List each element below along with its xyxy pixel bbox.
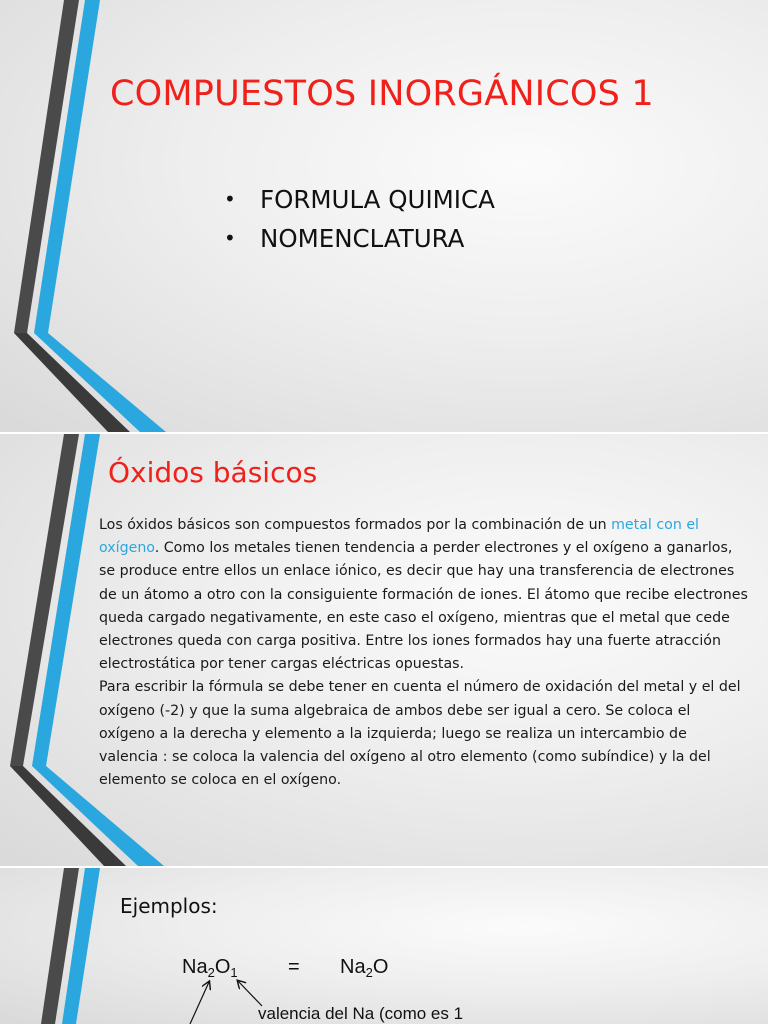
element-symbol: O xyxy=(214,956,231,978)
subscript: 2 xyxy=(207,965,215,980)
equals-sign: = xyxy=(288,956,300,978)
subscript: 1 xyxy=(230,965,238,980)
slide-title: Óxidos básicos xyxy=(108,456,318,489)
bullet-item xyxy=(224,219,495,258)
subscript: 2 xyxy=(365,965,373,980)
bullet-text: NOMENCLATURA xyxy=(260,224,465,253)
arrow-to-oxygen-subscript xyxy=(238,981,262,1006)
slide-body-text xyxy=(99,514,749,792)
valence-arrows xyxy=(0,868,768,1024)
bullet-list xyxy=(224,180,495,258)
arrow-to-sodium-subscript xyxy=(190,982,209,1024)
slide-ejemplos xyxy=(0,868,768,1024)
bullet-marker: • xyxy=(224,226,236,250)
slide-title: Ejemplos: xyxy=(120,894,218,918)
metal-oxygen-link[interactable]: metal con el oxígeno xyxy=(99,517,700,557)
bullet-marker: • xyxy=(224,187,236,211)
slide-oxidos-basicos xyxy=(0,434,768,866)
bullet-item xyxy=(224,180,495,219)
paragraph-text: Los óxidos básicos son compuestos formados por la combinación de un xyxy=(99,517,612,533)
paragraph xyxy=(99,514,749,676)
paragraph-text: . Como los metales tienen tendencia a perder electrones y el oxígeno a ganarlos, se produce entre ellos un enlace iónico, es decir que hay una transferencia de electrones de un átomo a otro con la consiguiente formación de iones. El átomo que recibe electrones queda cargado negativamente, en este caso el oxígeno, mientras que el metal que cede electrones queda con carga positiva. Entre los iones formados hay una fuerte atracción electrostática por tener cargas eléctricas opuestas. xyxy=(99,540,748,673)
slide-compuestos-inorganicos xyxy=(0,0,768,432)
element-symbol: Na xyxy=(340,956,366,978)
bullet-text: FORMULA QUIMICA xyxy=(260,185,495,214)
element-symbol: Na xyxy=(182,956,208,978)
slide-title: COMPUESTOS INORGÁNICOS 1 xyxy=(110,74,654,114)
valence-note: valencia del Na (como es 1 xyxy=(258,1004,464,1023)
paragraph: Para escribir la fórmula se debe tener en cuenta el número de oxidación del metal y el del oxígeno (-2) y que la suma algebraica de ambos debe ser igual a cero. Se coloca el oxígeno a la derecha y elemento a la izquierda; luego se realiza un intercambio de valencia : se coloca la valencia del oxígeno al otro elemento (como subíndice) y la del elemento se coloca en el oxígeno. xyxy=(99,679,741,789)
element-symbol: O xyxy=(372,956,389,978)
